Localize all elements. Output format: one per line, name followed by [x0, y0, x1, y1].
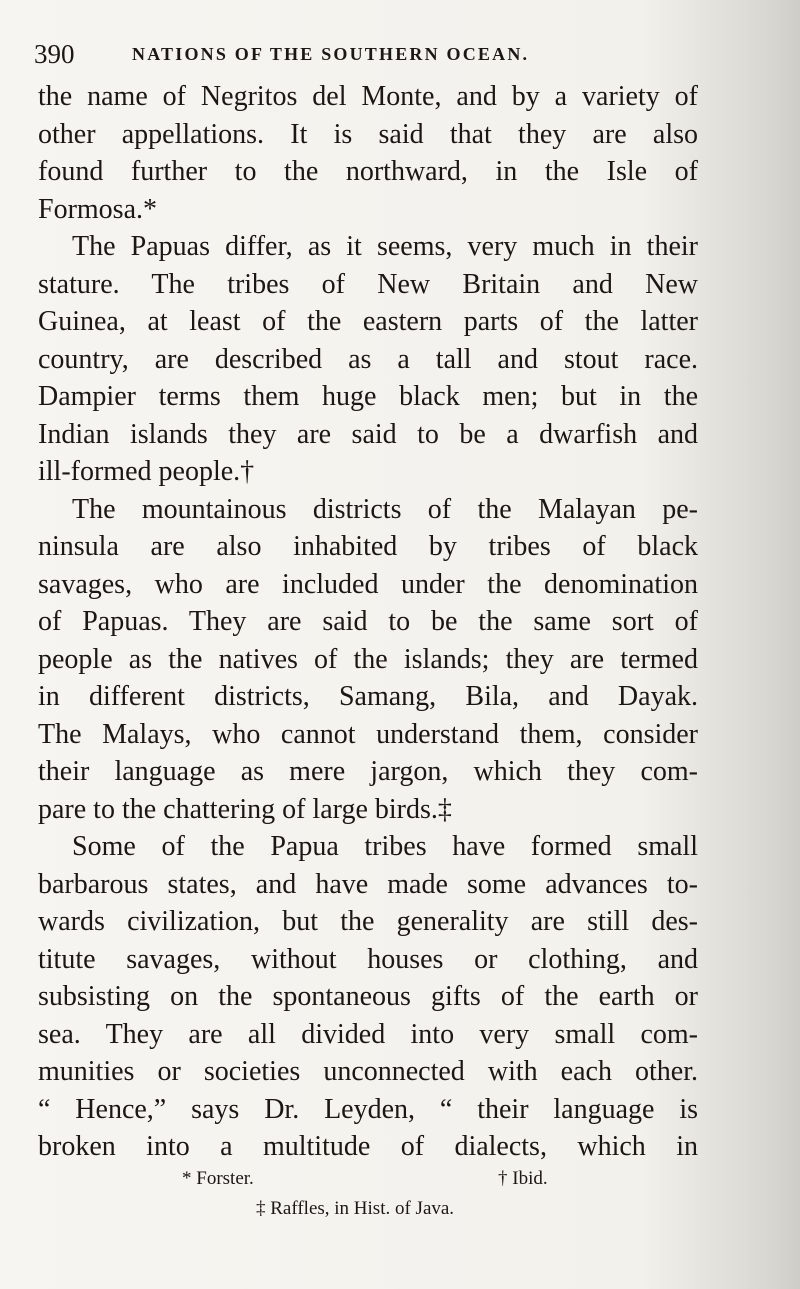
paragraph-4 [38, 828, 698, 1166]
footnote-ibid: † Ibid. [498, 1168, 548, 1189]
text-line: found further to the northward, in the Isle of [38, 156, 698, 187]
page-number: 390 [34, 39, 75, 69]
footnote-row [38, 1168, 698, 1198]
text-line: “ Hence,” says Dr. Leyden, “ their language is [38, 1093, 698, 1125]
footnote-forster: * Forster. [182, 1168, 254, 1189]
text-line: barbarous states, and have made some advances to- [38, 868, 698, 900]
text-line: titute savages, without houses or clothing, and [38, 943, 698, 975]
paragraph-3 [38, 491, 698, 829]
text-line: Guinea, at least of the eastern parts of the latter [38, 306, 698, 337]
text-line: The mountainous districts of the Malayan pe- [72, 493, 698, 525]
page-header [34, 38, 714, 70]
running-head: NATIONS OF THE SOUTHERN OCEAN. [132, 44, 530, 64]
footnotes [38, 1168, 698, 1228]
text-line: in different districts, Samang, Bila, and Dayak. [38, 681, 698, 712]
text-line: wards civilization, but the generality are still des- [38, 906, 698, 937]
text-line: ninsula are also inhabited by tribes of black [38, 531, 698, 562]
text-line: their language as mere jargon, which they com- [38, 756, 698, 787]
text-line: the name of Negritos del Monte, and by a variety of [38, 81, 698, 112]
text-line: Formosa.* [38, 193, 157, 225]
text-line: sea. They are all divided into very small com- [38, 1018, 698, 1050]
text-line: ill-formed people.† [38, 456, 255, 487]
paragraph-2 [38, 228, 698, 491]
text-line: country, are described as a tall and stout race. [38, 343, 698, 375]
footnote-raffles: ‡ Raffles, in Hist. of Java. [256, 1198, 455, 1219]
text-line: subsisting on the spontaneous gifts of the earth or [38, 981, 698, 1012]
text-line: The Papuas differ, as it seems, very much in their [72, 231, 698, 262]
text-line: broken into a multitude of dialects, which in [38, 1131, 698, 1162]
text-line: pare to the chattering of large birds.‡ [38, 793, 452, 825]
body-text [38, 78, 698, 1166]
text-line: stature. The tribes of New Britain and New [38, 268, 698, 300]
footnote-row [38, 1198, 698, 1228]
text-line: The Malays, who cannot understand them, consider [38, 718, 698, 750]
paragraph-1 [38, 78, 698, 228]
text-line: people as the natives of the islands; they are termed [38, 643, 698, 675]
text-line: savages, who are included under the denomination [38, 568, 698, 600]
text-line: munities or societies unconnected with each other. [38, 1056, 698, 1087]
text-line: Dampier terms them huge black men; but in the [38, 381, 698, 412]
text-line: Some of the Papua tribes have formed small [72, 831, 698, 862]
text-line: of Papuas. They are said to be the same sort of [38, 606, 698, 637]
text-line: other appellations. It is said that they are also [38, 118, 698, 150]
text-line: Indian islands they are said to be a dwarfish and [38, 418, 698, 450]
